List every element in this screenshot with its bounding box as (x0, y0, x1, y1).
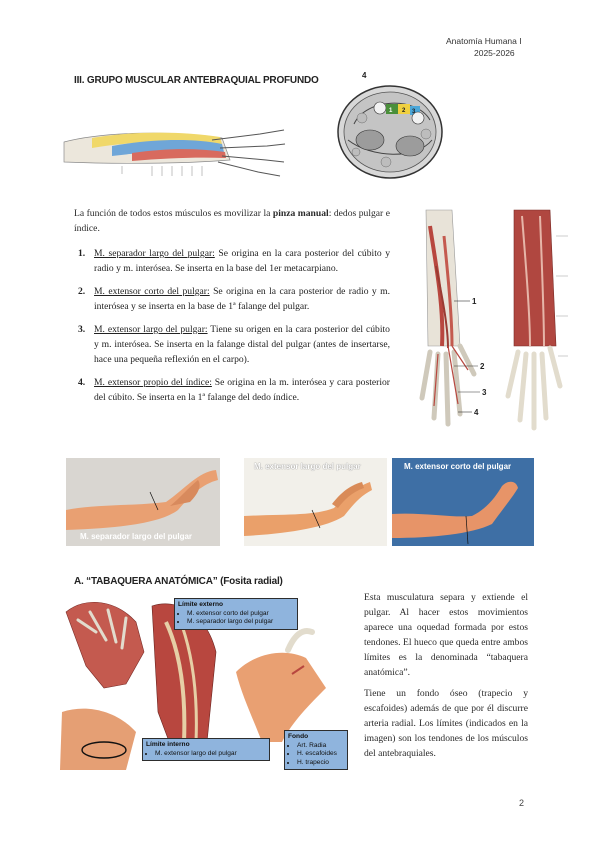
course-year: 2025-2026 (474, 48, 515, 58)
callout-item: • M. extensor largo del pulgar (155, 750, 266, 759)
muscle-desc: Tiene su origen en la cara posterior del cúbito y m. interósea. Se inserta en la falange distal del pulgar (antes de insertarse, hace una pequeña reflexión en el carpo). (94, 324, 390, 365)
cross-label-2: 2 (402, 108, 406, 114)
callout-limite-interno (142, 738, 270, 761)
subsection-title: A. “TABAQUERA ANATÓMICA” (Fosita radial) (74, 576, 283, 587)
snuffbox-paragraph-1: Esta musculatura separa y extiende el pulgar. Al hacer estos movimientos aparece una oquedad formada por estos tendones. El hueco que queda entre ambos límites es la denominada “tabaquera anatómica”. (364, 592, 528, 678)
photo-caption-2: M. extensor largo del pulgar (254, 462, 361, 471)
muscle-number: 4. (78, 377, 86, 388)
photo-abductor-pollicis-longus (66, 458, 220, 546)
muscle-item (74, 322, 390, 367)
callout-item: • H. trapecio (297, 759, 344, 768)
cross-label-3: 3 (412, 109, 416, 115)
arm-label-1: 1 (472, 297, 477, 306)
muscle-name: M. extensor propio del índice: (94, 377, 212, 388)
intro-paragraph (74, 206, 390, 236)
intro-before: La función de todos estos músculos es movilizar la (74, 208, 273, 219)
callout-item: • H. escafoides (297, 750, 344, 759)
muscle-number: 1. (78, 248, 86, 259)
forearm-lateral-illustration (62, 104, 287, 188)
arm-label-4: 4 (474, 408, 479, 417)
muscle-name: M. extensor corto del pulgar: (94, 286, 210, 297)
callout-title: Límite externo (178, 601, 224, 608)
arm-label-2: 2 (480, 362, 485, 371)
section-title: III. GRUPO MUSCULAR ANTEBRAQUIAL PROFUNDO (74, 75, 319, 86)
intro-after: : dedos pulgar e índice. (74, 208, 390, 234)
muscle-number: 3. (78, 324, 86, 335)
muscle-name: M. extensor largo del pulgar: (94, 324, 208, 335)
snuffbox-paragraph-2: Tiene un fondo óseo (trapecio y escafoides) además de que por él discurre arteria radial. Los límites (indicados en la imagen) son los tendones de los músculos del antebraquiales. (364, 688, 528, 759)
muscle-item (74, 246, 390, 276)
photo-caption-1: M. separador largo del pulgar (80, 532, 193, 541)
callout-title: Fondo (288, 733, 309, 740)
photo-extensor-pollicis-brevis (392, 458, 534, 546)
muscle-number: 2. (78, 286, 86, 297)
muscle-item (74, 375, 390, 405)
cross-label-4: 4 (362, 71, 367, 80)
photo-extensor-pollicis-longus (244, 458, 387, 546)
deep-forearm-illustration (408, 206, 496, 434)
muscle-item (74, 284, 390, 314)
forearm-posterior-illustration (500, 206, 570, 434)
intro-bold: pinza manual (272, 208, 329, 219)
muscle-desc: Se origina en la cara posterior de radio y m. interósea y se inserta en la base de 1ª falange del pulgar. (94, 286, 390, 312)
forearm-cross-section (326, 68, 444, 184)
course-name: Anatomía Humana I (446, 36, 522, 46)
callout-limite-externo (174, 598, 298, 630)
arm-label-3: 3 (482, 388, 487, 397)
page-number: 2 (519, 798, 525, 808)
callout-item: • M. extensor corto del pulgar (187, 610, 294, 619)
snuffbox-figure (56, 592, 346, 774)
callout-title: Límite interno (146, 741, 190, 748)
cross-label-1: 1 (389, 108, 393, 114)
muscle-name: M. separador largo del pulgar: (94, 248, 215, 259)
muscle-desc: Se origina en la cara posterior del cúbito y radio y m. interósea. Se inserta en la base del 1er metacarpiano. (94, 248, 390, 274)
muscle-list (74, 246, 390, 413)
callout-item: • Art. Radia (297, 742, 344, 751)
callout-fondo (284, 730, 348, 770)
muscle-desc: Se origina en la m. interósea y cara posterior del cúbito. Se inserta en la 1ª falange del dedo índice. (94, 377, 390, 403)
callout-item: • M. separador largo del pulgar (187, 618, 294, 627)
photo-caption-3: M. extensor corto del pulgar (404, 462, 512, 471)
